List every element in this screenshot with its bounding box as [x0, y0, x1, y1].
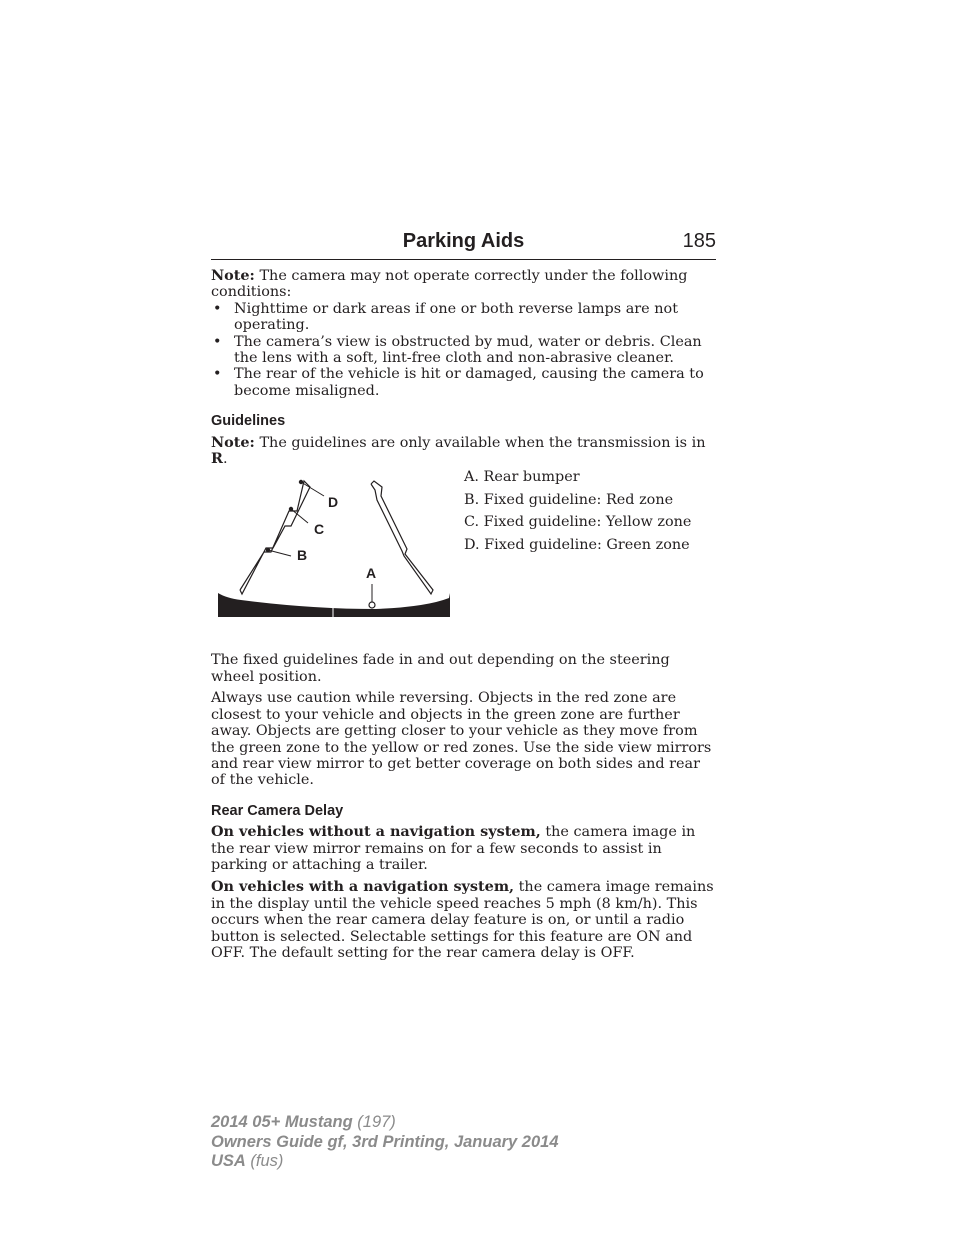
- page-number: 185: [682, 230, 716, 252]
- note-label: Note:: [211, 267, 255, 284]
- label-a: A: [366, 565, 377, 582]
- bullet-icon: •: [213, 366, 222, 383]
- bullet-icon: •: [213, 300, 222, 317]
- guidelines-heading: Guidelines: [211, 413, 286, 430]
- guidelines-figure: [211, 470, 716, 642]
- page-footer: [211, 1113, 559, 1172]
- legend-item-c: C. Fixed guideline: Yellow zone: [464, 514, 692, 531]
- footer-line-guide: Owners Guide gf, 3rd Printing, January 2014: [211, 1132, 559, 1151]
- label-b: B: [297, 547, 308, 564]
- navigation-paragraph: On vehicles with a navigation system, the camera image remains in the display until the vehicle speed reaches 5 mph (8 km/h). This occurs when the rear camera delay feature is on, or until a radio button is selected. Selectable settings for this feature are ON and OFF. The default setting for the rear camera delay is OFF.: [211, 878, 714, 961]
- marker-c-dot: [289, 507, 293, 511]
- page-header: [211, 228, 716, 260]
- list-item: • The camera’s view is obstructed by mud, water or debris. Clean the lens with a soft, lint-free cloth and non-abrasive cleaner.: [213, 333, 702, 367]
- note-text: The camera may not operate correctly under the following conditions:: [211, 268, 688, 301]
- label-c: C: [314, 521, 325, 538]
- bullet-icon: •: [213, 333, 222, 350]
- label-d: D: [328, 494, 339, 511]
- guidelines-note: Note: The guidelines are only available when the transmission is in R.: [211, 433, 706, 468]
- legend-item-a: A. Rear bumper: [464, 469, 580, 486]
- page-content: [211, 228, 716, 961]
- footer-line-model: 2014 05+ Mustang (197): [211, 1113, 396, 1131]
- fixed-guidelines-paragraph: The fixed guidelines fade in and out depending on the steering wheel position.: [211, 652, 670, 685]
- camera-conditions-note: [211, 268, 716, 301]
- list-item: • The rear of the vehicle is hit or damaged, causing the camera to become misaligned.: [213, 366, 704, 399]
- caution-paragraph: Always use caution while reversing. Objects in the red zone are closest to your vehicle and objects in the green zone are further away. Objects are getting closer to your vehicle as they move from the green zone to the yellow or red zones. Use the side view mirrors and rear view mirror to get better coverage on both sides and rear of the vehicle.: [211, 690, 712, 789]
- legend-item-d: D. Fixed guideline: Green zone: [464, 536, 690, 553]
- footer-line-region: USA (fus): [211, 1152, 284, 1170]
- no-navigation-paragraph: On vehicles without a navigation system, the camera image in the rear view mirror remains on for a few seconds to assist in parking or attaching a trailer.: [211, 823, 696, 873]
- legend-item-b: B. Fixed guideline: Red zone: [464, 491, 674, 508]
- marker-d-dot: [299, 480, 303, 484]
- rear-camera-delay-heading: Rear Camera Delay: [211, 802, 344, 819]
- list-item: • Nighttime or dark areas if one or both reverse lamps are not operating.: [213, 300, 678, 334]
- conditions-list: [211, 301, 716, 399]
- guidelines-diagram: [211, 474, 456, 624]
- marker-b-dot: [266, 548, 270, 552]
- marker-a-dot: [369, 602, 375, 608]
- section-title: Parking Aids: [402, 230, 525, 252]
- figure-legend: [464, 469, 691, 559]
